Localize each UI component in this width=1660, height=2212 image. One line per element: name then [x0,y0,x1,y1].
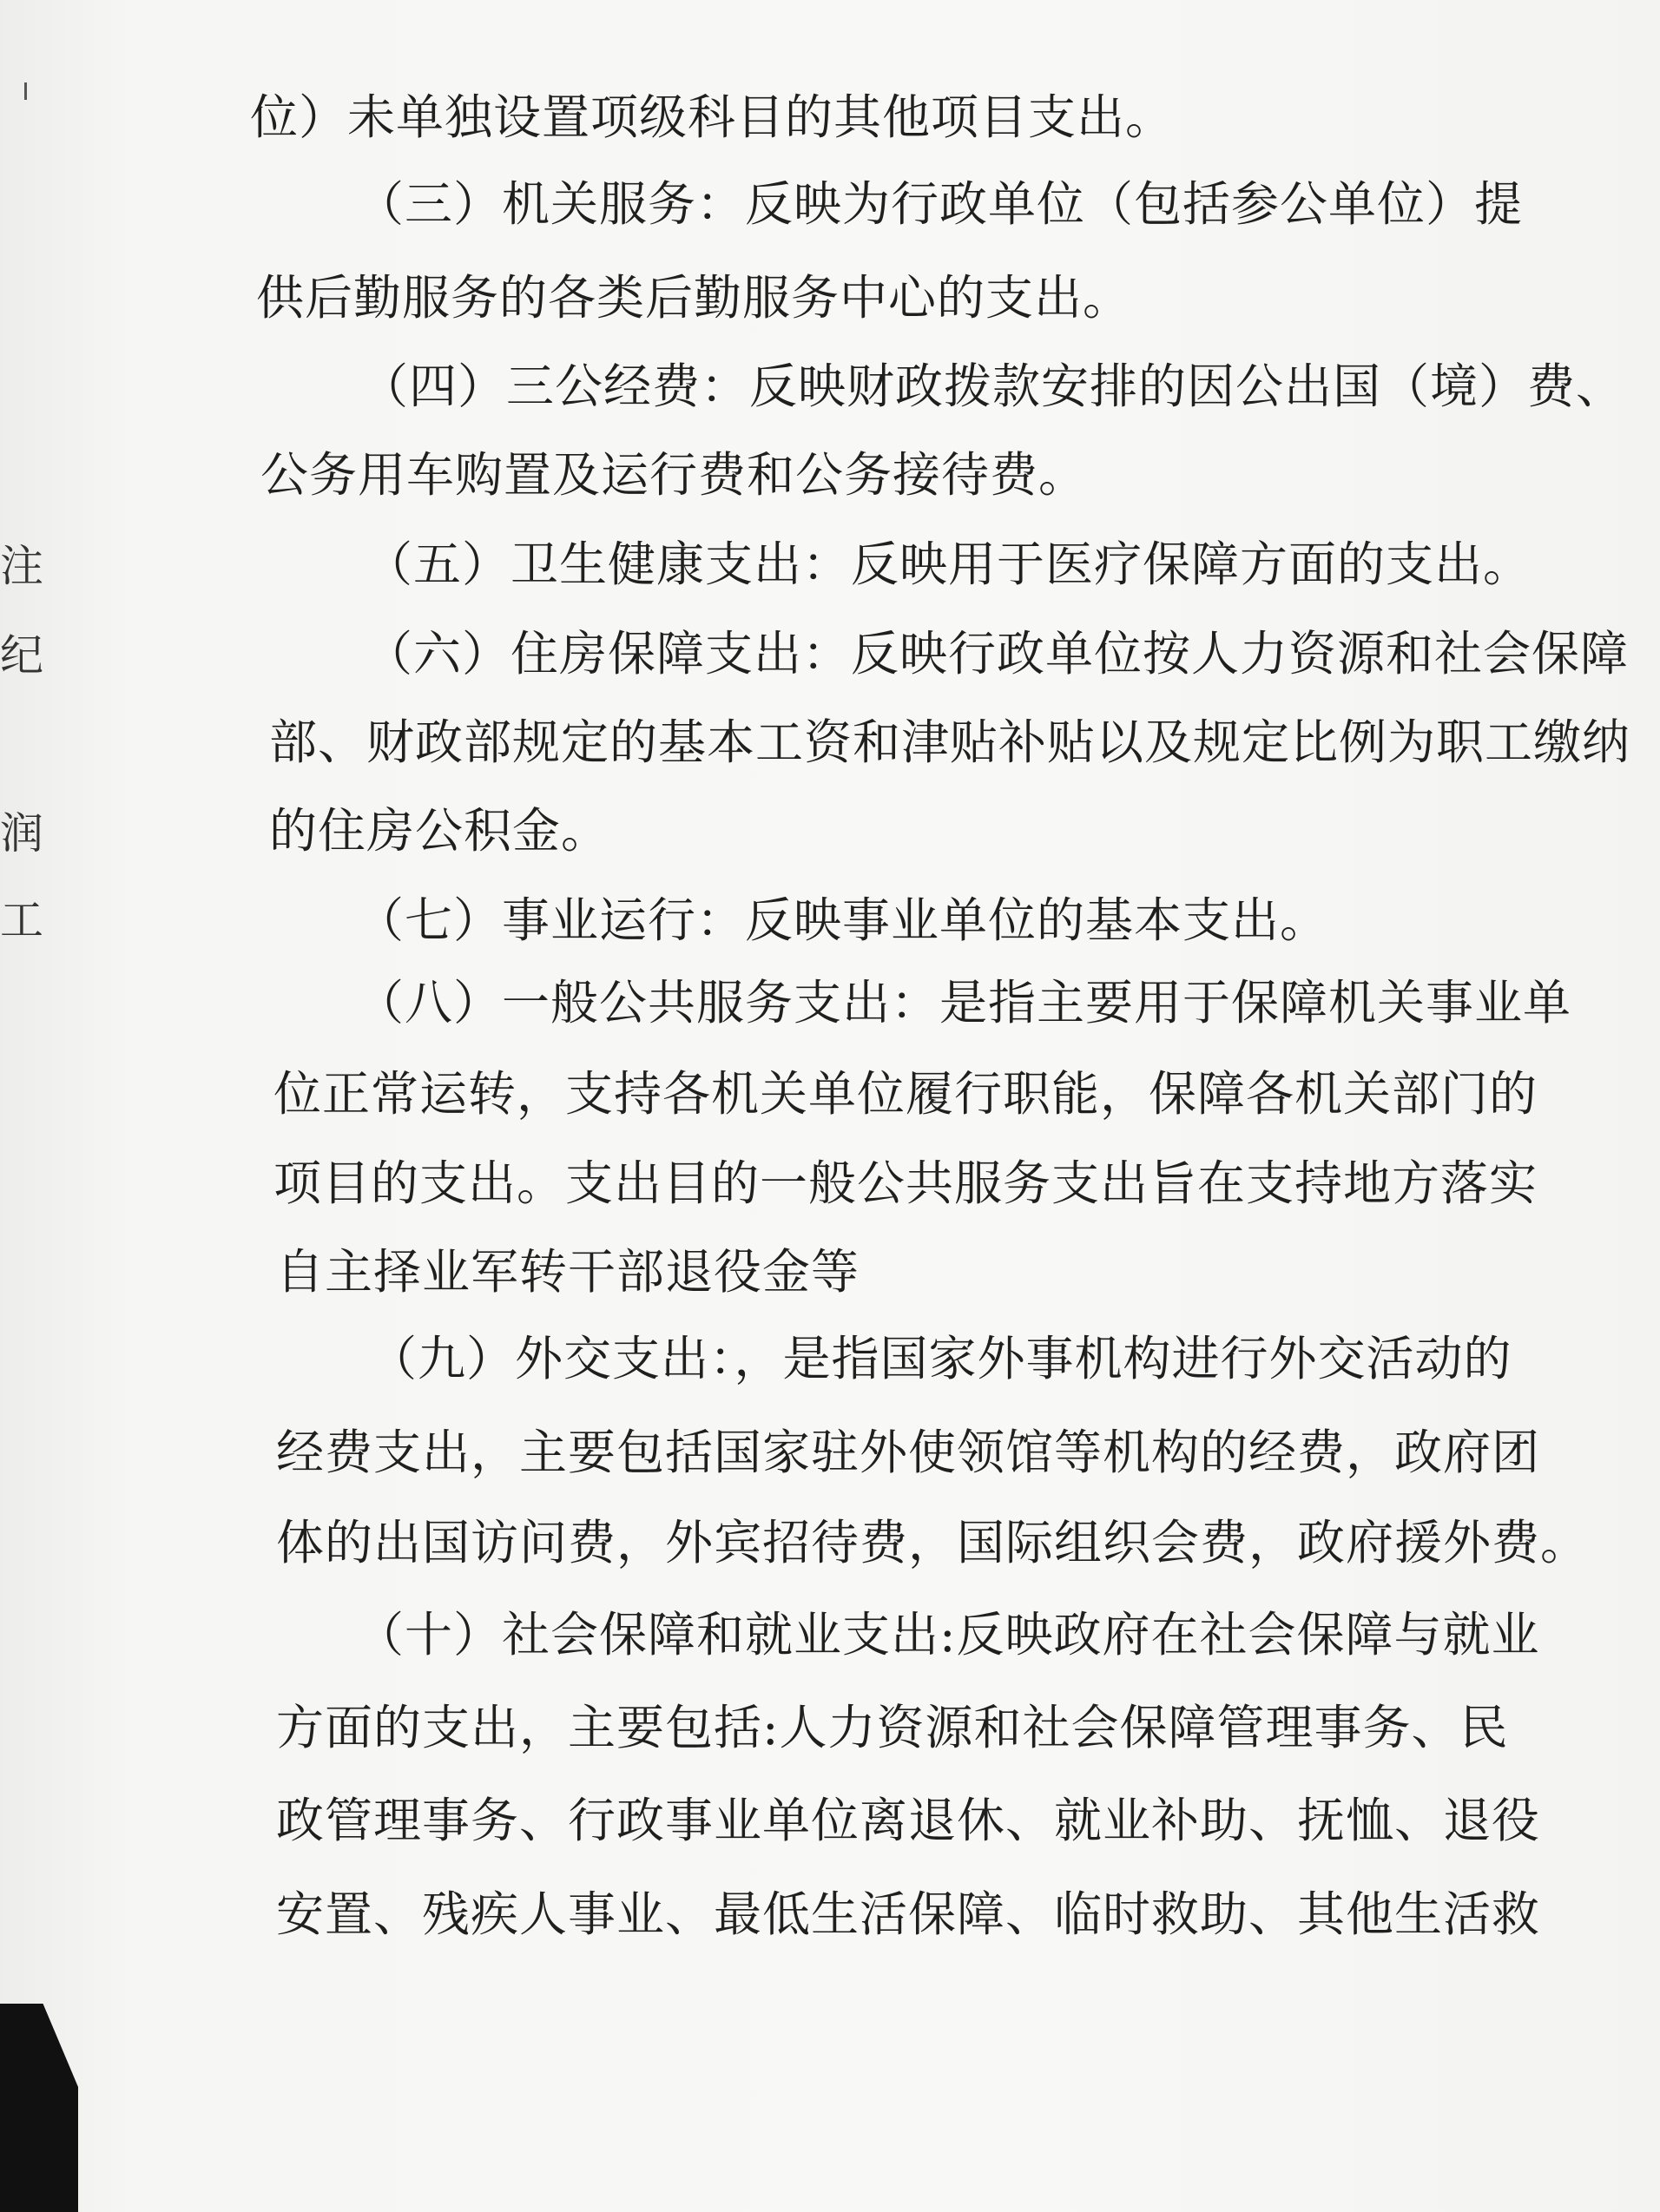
scan-shadow [0,2004,78,2212]
text-line: 安置、残疾人事业、最低生活保障、临时救助、其他生活救 [276,1886,1541,1942]
text-line: （八）一般公共服务支出：是指主要用于保障机关事业单 [356,975,1572,1030]
text-line: （十）社会保障和就业支出:反映政府在社会保障与就业 [356,1607,1540,1662]
text-line: 位）未单独设置项级科目的其他项目支出。 [250,89,1175,145]
margin-mark [24,82,27,100]
text-line: 项目的支出。支出目的一般公共服务支出旨在支持地方落实 [273,1155,1538,1211]
text-line: 位正常运转，支持各机关单位履行职能，保障各机关部门的 [273,1066,1538,1122]
margin-fragment: 润 [0,808,43,859]
text-line: 的住房公积金。 [269,803,610,859]
text-line: 方面的支出，主要包括:人力资源和社会保障管理事务、民 [276,1700,1509,1755]
text-line: （四）三公经费：反映财政拨款安排的因公出国（境）费、 [360,359,1625,414]
text-line: （三）机关服务：反映为行政单位（包括参公单位）提 [356,176,1524,232]
text-line: （九）外交支出：，是指国家外事机构进行外交活动的 [369,1331,1512,1386]
text-line: 部、财政部规定的基本工资和津贴补贴以及规定比例为职工缴纳 [269,714,1631,770]
margin-fragment: 注 [0,541,43,591]
text-line: 经费支出，主要包括国家驻外使领馆等机构的经费，政府团 [276,1425,1541,1480]
margin-fragment: 工 [0,895,43,945]
text-line: 供后勤服务的各类后勤服务中心的支出。 [256,270,1132,326]
text-line: （五）卫生健康支出：反映用于医疗保障方面的支出。 [365,537,1532,592]
text-line: （七）事业运行：反映事业单位的基本支出。 [356,892,1329,948]
text-line: 公务用车购置及运行费和公务接待费。 [260,447,1088,503]
text-line: 政管理事务、行政事业单位离退休、就业补助、抚恤、退役 [276,1793,1541,1848]
text-line: 自主择业军转干部退役金等 [276,1244,860,1300]
margin-fragment: 纪 [0,630,43,681]
text-line: （六）住房保障支出：反映行政单位按人力资源和社会保障 [365,626,1630,681]
text-line: 体的出国访问费，外宾招待费，国际组织会费，政府援外费。 [276,1515,1590,1570]
